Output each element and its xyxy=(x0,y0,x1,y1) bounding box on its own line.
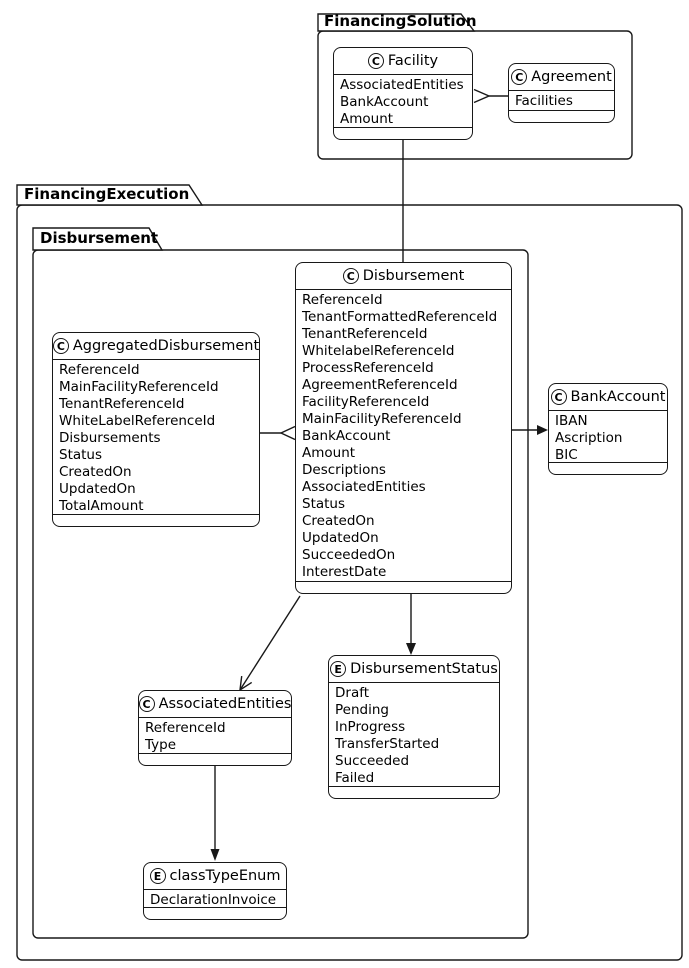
attribute: MainFacilityReferenceId xyxy=(59,379,219,395)
attribute: Pending xyxy=(335,702,389,718)
attribute: InterestDate xyxy=(302,564,387,580)
class-associated-entities xyxy=(138,690,292,766)
attribute-list xyxy=(53,360,259,514)
class-header xyxy=(329,656,499,683)
package-label-financing-solution: FinancingSolution xyxy=(324,12,477,30)
class-name: Agreement xyxy=(531,69,612,85)
attribute: Status xyxy=(59,447,103,463)
class-stereotype-icon: C xyxy=(368,53,384,69)
attribute: Status xyxy=(302,496,346,512)
enum-disbursement-status xyxy=(328,655,500,799)
class-stereotype-icon: C xyxy=(139,696,155,712)
attribute: Type xyxy=(145,737,177,753)
attribute-list xyxy=(144,890,286,907)
enum-stereotype-icon: E xyxy=(330,661,346,677)
class-stereotype-icon: C xyxy=(551,389,567,405)
class-header xyxy=(334,48,472,75)
attribute: Disbursements xyxy=(59,430,161,446)
class-header xyxy=(549,384,667,411)
attribute-list xyxy=(139,718,291,753)
methods-compartment xyxy=(144,907,286,919)
class-agreement xyxy=(508,63,615,123)
attribute: Failed xyxy=(335,770,375,786)
attribute: BankAccount xyxy=(340,94,429,110)
class-header xyxy=(139,691,291,718)
attribute-list xyxy=(329,683,499,786)
enum-stereotype-icon: E xyxy=(150,868,166,884)
class-name: Disbursement xyxy=(362,268,465,284)
attribute: TransferStarted xyxy=(335,736,440,752)
class-header xyxy=(144,863,286,890)
attribute: CreatedOn xyxy=(59,464,132,480)
class-stereotype-icon: C xyxy=(343,268,359,284)
enum-class-type-enum xyxy=(143,862,287,920)
class-name: AssociatedEntities xyxy=(158,696,292,712)
class-header xyxy=(296,263,511,290)
attribute: Ascription xyxy=(555,430,623,446)
attribute: Amount xyxy=(302,445,356,461)
methods-compartment xyxy=(549,462,667,474)
class-name: DisbursementStatus xyxy=(350,661,498,677)
attribute: InProgress xyxy=(335,719,406,735)
attribute: DeclarationInvoice xyxy=(150,892,277,907)
methods-compartment xyxy=(53,514,259,526)
attribute: SucceededOn xyxy=(302,547,396,563)
attribute-list xyxy=(296,290,511,581)
class-facility xyxy=(333,47,473,140)
attribute: FacilityReferenceId xyxy=(302,394,430,410)
class-name: Facility xyxy=(387,53,439,69)
methods-compartment xyxy=(509,110,614,122)
attribute: BankAccount xyxy=(302,428,391,444)
attribute: BIC xyxy=(555,447,578,462)
attribute-list xyxy=(509,91,614,110)
attribute: UpdatedOn xyxy=(302,530,379,546)
class-disbursement xyxy=(295,262,512,594)
methods-compartment xyxy=(139,753,291,765)
attribute: TenantFormattedReferenceId xyxy=(302,309,498,325)
attribute: TenantReferenceId xyxy=(59,396,185,412)
methods-compartment xyxy=(296,581,511,593)
attribute: TenantReferenceId xyxy=(302,326,428,342)
attribute: IBAN xyxy=(555,413,588,429)
attribute: ReferenceId xyxy=(302,292,383,308)
class-header xyxy=(509,64,614,91)
attribute: ReferenceId xyxy=(59,362,140,378)
attribute: Succeeded xyxy=(335,753,410,769)
attribute: CreatedOn xyxy=(302,513,375,529)
attribute: ReferenceId xyxy=(145,720,226,736)
class-name: classTypeEnum xyxy=(169,868,281,884)
attribute-list xyxy=(549,411,667,462)
attribute: WhitelabelReferenceId xyxy=(302,343,455,359)
attribute: Facilities xyxy=(515,93,573,109)
attribute: MainFacilityReferenceId xyxy=(302,411,462,427)
class-aggregated-disbursement xyxy=(52,332,260,527)
methods-compartment xyxy=(329,786,499,798)
attribute: AssociatedEntities xyxy=(302,479,426,495)
attribute: Descriptions xyxy=(302,462,386,478)
class-bank-account xyxy=(548,383,668,475)
attribute: WhiteLabelReferenceId xyxy=(59,413,216,429)
attribute: TotalAmount xyxy=(59,498,144,514)
class-header xyxy=(53,333,259,360)
methods-compartment xyxy=(334,127,472,139)
attribute: UpdatedOn xyxy=(59,481,136,497)
class-name: AggregatedDisbursement xyxy=(72,338,260,354)
package-label-financing-execution: FinancingExecution xyxy=(24,185,190,203)
class-name: BankAccount xyxy=(570,389,666,405)
package-label-disbursement: Disbursement xyxy=(40,229,159,247)
attribute: Draft xyxy=(335,685,370,701)
attribute-list xyxy=(334,75,472,127)
attribute: AgreementReferenceId xyxy=(302,377,458,393)
class-stereotype-icon: C xyxy=(53,338,69,354)
attribute: ProcessReferenceId xyxy=(302,360,434,376)
class-stereotype-icon: C xyxy=(511,69,527,85)
attribute: AssociatedEntities xyxy=(340,77,464,93)
attribute: Amount xyxy=(340,111,394,127)
